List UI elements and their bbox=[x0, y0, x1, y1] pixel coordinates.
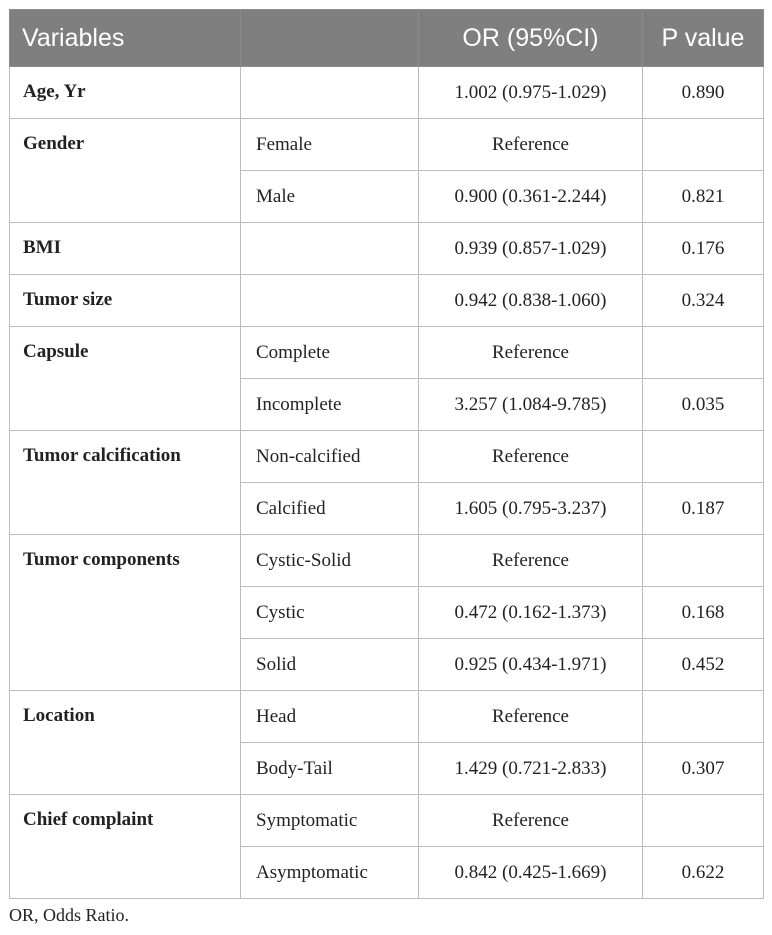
table-row bbox=[10, 431, 764, 483]
variable-name-cell: Tumor size bbox=[10, 275, 241, 327]
p-value-cell bbox=[643, 431, 764, 483]
variable-name-cell: Capsule bbox=[10, 327, 241, 431]
level-cell: Head bbox=[241, 691, 419, 743]
variable-name-cell: Age, Yr bbox=[10, 67, 241, 119]
variable-name-cell: Tumor calcification bbox=[10, 431, 241, 535]
odds-ratio-cell: Reference bbox=[419, 691, 643, 743]
p-value-cell bbox=[643, 535, 764, 587]
p-value-cell: 0.176 bbox=[643, 223, 764, 275]
odds-ratio-cell: Reference bbox=[419, 327, 643, 379]
odds-ratio-cell: 1.605 (0.795-3.237) bbox=[419, 483, 643, 535]
level-cell: Cystic bbox=[241, 587, 419, 639]
p-value-cell bbox=[643, 327, 764, 379]
table-footnote: OR, Odds Ratio. bbox=[9, 905, 130, 925]
odds-ratio-cell: Reference bbox=[419, 431, 643, 483]
table-row bbox=[10, 223, 764, 275]
level-cell bbox=[241, 275, 419, 327]
table-row bbox=[10, 67, 764, 119]
level-cell: Asymptomatic bbox=[241, 847, 419, 899]
level-cell: Incomplete bbox=[241, 379, 419, 431]
variable-name-cell: Gender bbox=[10, 119, 241, 223]
table-row bbox=[10, 535, 764, 587]
p-value-cell bbox=[643, 795, 764, 847]
level-cell: Male bbox=[241, 171, 419, 223]
odds-ratio-cell: 1.002 (0.975-1.029) bbox=[419, 67, 643, 119]
variable-name-cell: Location bbox=[10, 691, 241, 795]
odds-ratio-cell: Reference bbox=[419, 535, 643, 587]
header-p-value: P value bbox=[643, 10, 764, 67]
odds-ratio-cell: 3.257 (1.084-9.785) bbox=[419, 379, 643, 431]
table-row bbox=[10, 795, 764, 847]
regression-table bbox=[9, 9, 764, 899]
odds-ratio-cell: 0.900 (0.361-2.244) bbox=[419, 171, 643, 223]
odds-ratio-cell: 0.472 (0.162-1.373) bbox=[419, 587, 643, 639]
header-or: OR (95%CI) bbox=[419, 10, 643, 67]
odds-ratio-cell: 0.942 (0.838-1.060) bbox=[419, 275, 643, 327]
p-value-cell: 0.035 bbox=[643, 379, 764, 431]
p-value-cell bbox=[643, 691, 764, 743]
level-cell: Solid bbox=[241, 639, 419, 691]
level-cell: Cystic-Solid bbox=[241, 535, 419, 587]
level-cell: Body-Tail bbox=[241, 743, 419, 795]
odds-ratio-cell: Reference bbox=[419, 119, 643, 171]
table-body bbox=[10, 67, 764, 899]
table-header-row bbox=[10, 10, 764, 67]
header-category bbox=[241, 10, 419, 67]
level-cell bbox=[241, 223, 419, 275]
level-cell: Complete bbox=[241, 327, 419, 379]
p-value-cell: 0.452 bbox=[643, 639, 764, 691]
table-row bbox=[10, 691, 764, 743]
odds-ratio-cell: 0.925 (0.434-1.971) bbox=[419, 639, 643, 691]
level-cell: Symptomatic bbox=[241, 795, 419, 847]
p-value-cell: 0.622 bbox=[643, 847, 764, 899]
odds-ratio-cell: Reference bbox=[419, 795, 643, 847]
odds-ratio-cell: 0.842 (0.425-1.669) bbox=[419, 847, 643, 899]
table-row bbox=[10, 327, 764, 379]
level-cell: Female bbox=[241, 119, 419, 171]
p-value-cell: 0.168 bbox=[643, 587, 764, 639]
table-row bbox=[10, 119, 764, 171]
p-value-cell bbox=[643, 119, 764, 171]
table-row bbox=[10, 275, 764, 327]
variable-name-cell: BMI bbox=[10, 223, 241, 275]
level-cell bbox=[241, 67, 419, 119]
odds-ratio-cell: 1.429 (0.721-2.833) bbox=[419, 743, 643, 795]
odds-ratio-cell: 0.939 (0.857-1.029) bbox=[419, 223, 643, 275]
level-cell: Calcified bbox=[241, 483, 419, 535]
variable-name-cell: Tumor components bbox=[10, 535, 241, 691]
variable-name-cell: Chief complaint bbox=[10, 795, 241, 899]
p-value-cell: 0.821 bbox=[643, 171, 764, 223]
p-value-cell: 0.307 bbox=[643, 743, 764, 795]
p-value-cell: 0.890 bbox=[643, 67, 764, 119]
p-value-cell: 0.324 bbox=[643, 275, 764, 327]
level-cell: Non-calcified bbox=[241, 431, 419, 483]
p-value-cell: 0.187 bbox=[643, 483, 764, 535]
header-variables: Variables bbox=[10, 10, 241, 67]
